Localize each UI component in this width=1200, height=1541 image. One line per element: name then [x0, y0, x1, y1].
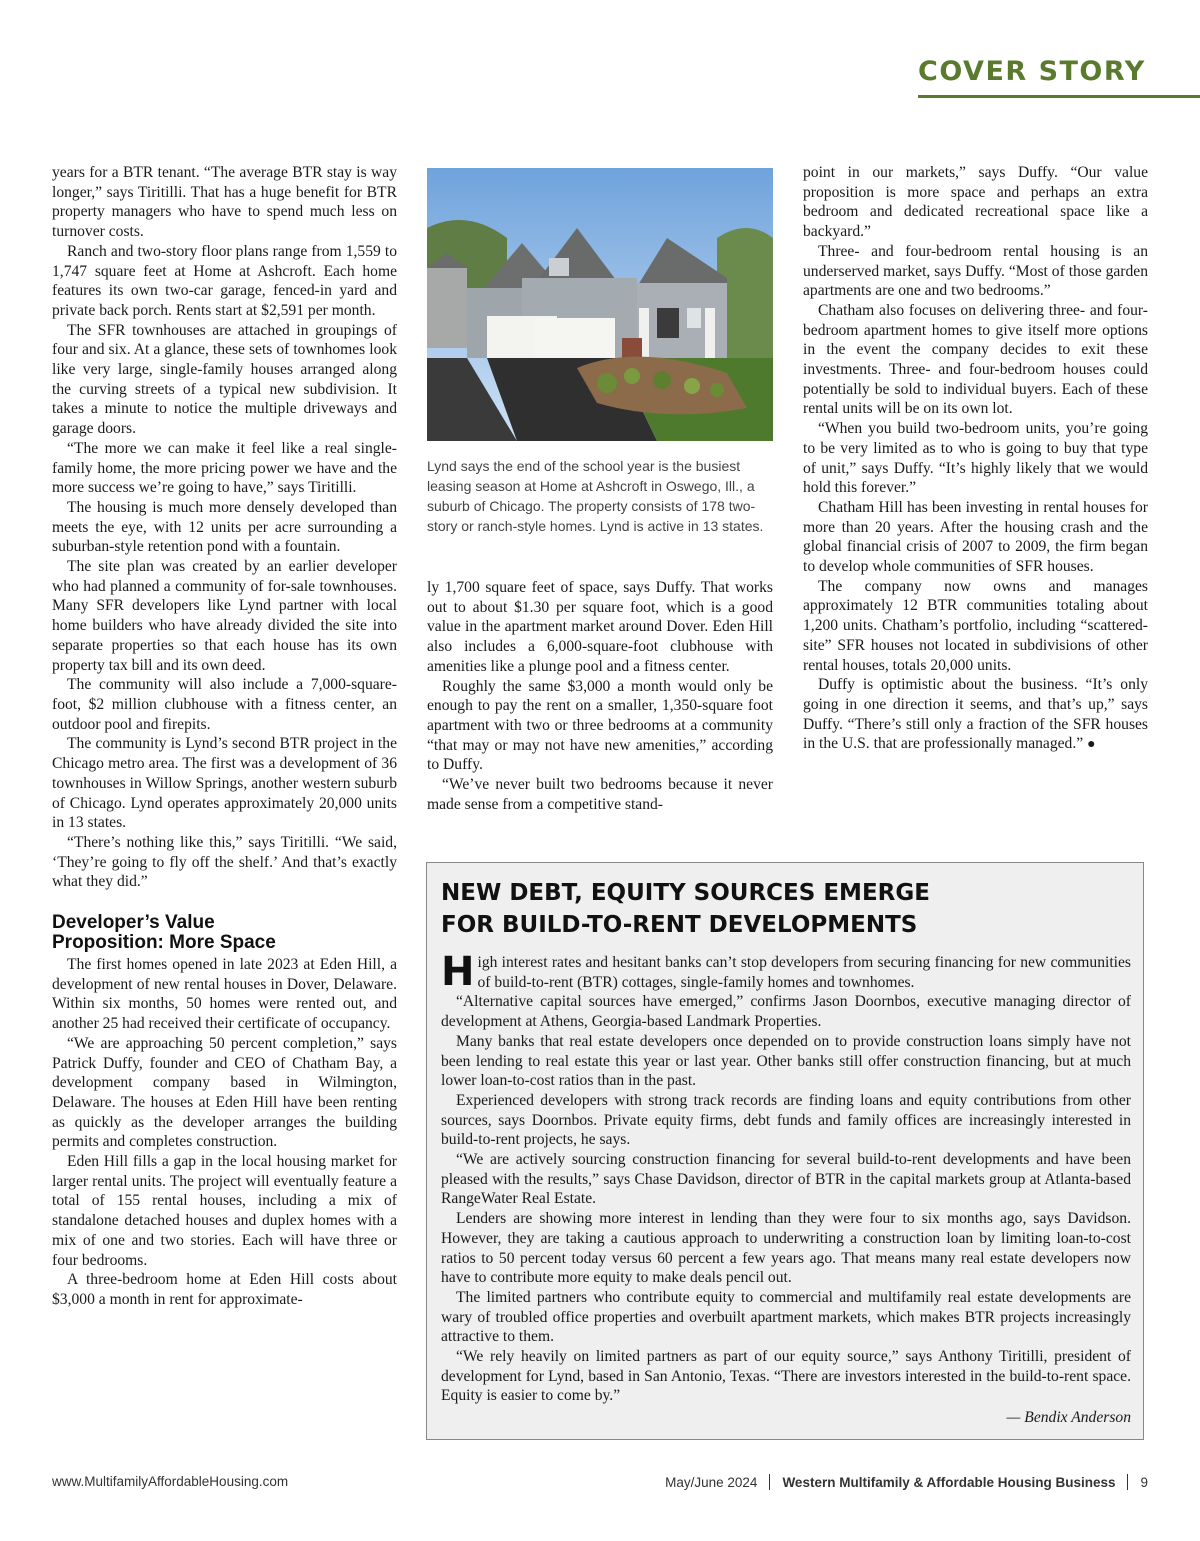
footer-issue: May/June 2024: [665, 1474, 758, 1490]
paragraph: “When you build two-bedroom units, you’re going to be very limited as to who is going to buy that type of unit,” says Duffy. “It’s highly likely that we would hold this forever.”: [803, 420, 1148, 497]
paragraph: Roughly the same $3,000 a month would only be enough to pay the rent on a smaller, 1,350-square foot apartment with two or three bedrooms at a community “that may or may not have new amenities,” according to Duffy.: [427, 677, 773, 774]
paragraph: The SFR townhouses are attached in groupings of four and six. At a glance, these sets of townhomes look like very large, single-family houses arranged along the curving streets of a typical new subdivision. It takes a minute to notice the multiple driveways and garage doors.: [52, 321, 397, 438]
end-mark-icon: ●: [1087, 737, 1096, 753]
footer-publication: Western Multifamily & Affordable Housing Business: [782, 1474, 1116, 1490]
paragraph: Ranch and two-story floor plans range from 1,559 to 1,747 square feet at Home at Ashcroft. Each home features its own two-car garage, fenced-in yard and private back porch. Rents start at $2,591 per month.: [52, 242, 397, 319]
sidebar-paragraph: The limited partners who contribute equity to commercial and multifamily real estate developments are wary of troubled office properties and overbuilt apartment markets, which makes BTR projects increasingly attractive to them.: [441, 1288, 1131, 1346]
paragraph: The site plan was created by an earlier developer who had planned a community of for-sale townhouses. Many SFR developers like Lynd partner with local home builders who have already divided the site into separate properties so that each house has its own property tax bill and its own deed.: [52, 558, 397, 674]
footer-divider: [769, 1474, 770, 1490]
townhouse-illustration: [427, 168, 773, 441]
paragraph: [803, 675, 1148, 755]
paragraph: The community is Lynd’s second BTR project in the Chicago metro area. The first was a development of 36 townhouses in Willow Springs, another western suburb of Chicago. Lynd operates approximately 20,000 units in 13 states.: [52, 735, 397, 832]
sidebar-paragraph: [441, 949, 1131, 995]
townhouse-photo: [427, 168, 773, 441]
paragraph: ly 1,700 square feet of space, says Duffy. That works out to about $1.30 per square foot, which is a good value in the apartment market around Dover. Eden Hill also includes a 6,000-square-foot clubhouse with amenities like a plunge pool and a fitness center.: [427, 579, 773, 675]
sidebar-title-line-1: NEW DEBT, EQUITY SOURCES EMERGE: [441, 880, 930, 906]
footer-info: [665, 1474, 1148, 1490]
sidebar-paragraph: “We are actively sourcing construction financing for several build-to-rent developments and have been pleased with the results,” says Chase Davidson, director of BTR in the capital markets group at Atlanta-based RangeWater Real Estate.: [441, 1151, 1131, 1208]
photo-caption: [427, 456, 773, 536]
paragraph-text: Duffy is optimistic about the business. “It’s only going in one direction it seems, and that’s up,” says Duffy. “There’s still only a fraction of the SFR houses in the U.S. that are professionally managed.”: [803, 676, 1148, 753]
paragraph: The housing is much more densely developed than meets the eye, with 12 units per acre surrounding a suburban-style retention pond with a fountain.: [52, 498, 397, 556]
subhead: [52, 913, 397, 953]
paragraph: years for a BTR tenant. “The average BTR stay is way longer,” says Tiritilli. That has a huge benefit for BTR property managers who have to spend much less on turnover costs.: [52, 164, 397, 241]
subhead-line-1: Developer’s Value: [52, 912, 215, 934]
paragraph: The company now owns and manages approximately 12 BTR communities totaling about 1,200 units. Chatham’s portfolio, including “scattered-site” SFR houses not located in subdivisions of other rental houses, totals 20,000 units.: [803, 577, 1148, 674]
sidebar-body: [441, 949, 1131, 1428]
sidebar-paragraph: Lenders are showing more interest in lending than they were four to six months ago, says Davidson. However, they are taking a cautious approach to underwriting a construction loan by limiting loan-to-cost ratios to 50 percent today versus 60 percent a few years ago. That means many real estate developers now have to contribute more equity to make deals pencil out.: [441, 1210, 1131, 1287]
sidebar-paragraph: Many banks that real estate developers once depended on to provide construction loans simply have not been lending to real estate this year or last year. Other banks still offer construction financing, but at much lower loan-to-cost ratios than in the past.: [441, 1032, 1131, 1090]
sidebar-first-text: igh interest rates and hesitant banks can’t stop developers from securing financing for new communities of build-to-rent (BTR) cottages, single-family homes and townhomes.: [477, 954, 1131, 991]
subhead-line-2: Proposition: More Space: [52, 932, 276, 954]
section-rule: [918, 95, 1200, 98]
section-label: COVER STORY: [918, 56, 1146, 87]
paragraph: A three-bedroom home at Eden Hill costs about $3,000 a month in rent for approximate-: [52, 1271, 397, 1308]
drop-cap: H: [441, 949, 475, 995]
paragraph: “We’ve never built two bedrooms because it never made sense from a competitive stand-: [427, 776, 773, 813]
sidebar-paragraph: Experienced developers with strong track records are finding loans and equity contributions from other sources, says Doornbos. Private equity firms, debt funds and family offices are increasingly interested in build-to-rent projects, he says.: [441, 1091, 1131, 1149]
paragraph: Chatham also focuses on delivering three- and four-bedroom apartment homes to give itself more options in the event the company decides to exit these investments. Three- and four-bedroom houses could potentially be sold to individual buyers. Each of these rental units will be on its own lot.: [803, 301, 1148, 418]
byline: — Bendix Anderson: [1006, 1409, 1131, 1427]
article-column-2: [427, 578, 773, 814]
sidebar-title: [441, 877, 1131, 941]
paragraph: “There’s nothing like this,” says Tiritilli. “We said, ‘They’re going to fly off the shelf.’ And that’s exactly what they did.”: [52, 833, 397, 891]
caption-text: Lynd says the end of the school year is the busiest leasing season at Home at Ashcroft in Oswego, Ill., a suburb of Chicago. The property consists of 178 two-story or ranch-style homes. Lynd is active in 13 states.: [427, 458, 764, 534]
paragraph: The community will also include a 7,000-square-foot, $2 million clubhouse with a fitness center, an outdoor pool and firepits.: [52, 676, 397, 733]
paragraph: “The more we can make it feel like a real single-family home, the more pricing power we have and the more success we’re going to have,” says Tiritilli.: [52, 439, 397, 497]
paragraph: Eden Hill fills a gap in the local housing market for larger rental units. The project will eventually feature a total of 155 rental houses, including a mix of standalone detached houses and duplex homes with a mix of one and two stories. Each will have three or four bedrooms.: [52, 1153, 397, 1269]
article-column-1: [52, 163, 397, 1310]
footer-divider: [1127, 1474, 1128, 1490]
sidebar-title-line-2: FOR BUILD-TO-RENT DEVELOPMENTS: [441, 912, 918, 938]
sidebar-paragraph: “We rely heavily on limited partners as part of our equity source,” says Anthony Tiritilli, president of development for Lynd, based in San Antonio, Texas. “There are investors interested in the build-to-rent space. Equity is easier to come by.”: [441, 1348, 1131, 1405]
page-number: 9: [1140, 1474, 1148, 1490]
footer-website[interactable]: www.MultifamilyAffordableHousing.com: [52, 1474, 289, 1489]
paragraph: Chatham Hill has been investing in rental houses for more than 20 years. After the housing crash and the global financial crisis of 2007 to 2009, the firm began to develop whole communities of SFR houses.: [803, 498, 1148, 576]
paragraph: The first homes opened in late 2023 at Eden Hill, a development of new rental houses in Dover, Delaware. Within six months, 50 homes were rented out, and another 25 had received their certificate of occupancy.: [52, 956, 397, 1033]
paragraph: “We are approaching 50 percent completion,” says Patrick Duffy, founder and CEO of Chatham Bay, a development company based in Wilmington, Delaware. The houses at Eden Hill have been renting as quickly as the developer arranges the building permits and completes construction.: [52, 1034, 397, 1151]
paragraph: point in our markets,” says Duffy. “Our value proposition is more space and perhaps an extra bedroom and dedicated recreational space like a backyard.”: [803, 164, 1148, 241]
sidebar-box: [426, 862, 1144, 1440]
sidebar-paragraph: “Alternative capital sources have emerged,” confirms Jason Doornbos, executive managing director of development at Athens, Georgia-based Landmark Properties.: [441, 993, 1131, 1031]
paragraph: Three- and four-bedroom rental housing is an underserved market, says Duffy. “Most of those garden apartments are one and two bedrooms.”: [803, 242, 1148, 300]
article-column-3: [803, 163, 1148, 755]
